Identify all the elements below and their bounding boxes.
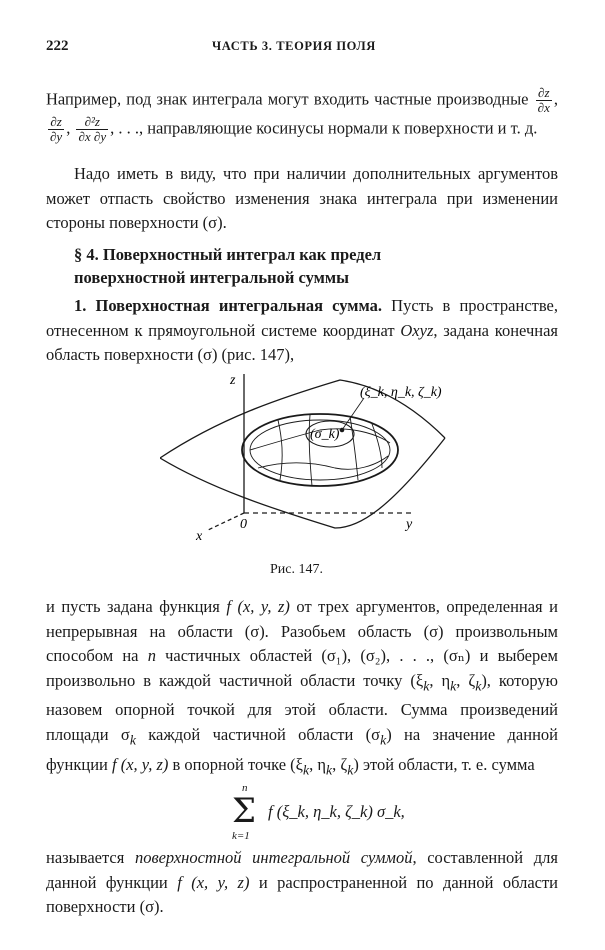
label-z: z [230, 373, 236, 388]
paragraph-function-definition: и пусть задана функция f (x, y, z) от трех аргументов, определенная и непрерывная на области (σ). Разобьем область (σ) произвольным способом на n частичных областей (σ₁), (σ₂), . . ., (σₙ) и выберем произвольно в каждой частичной области точку ($\xi_k$, $\eta_k$, $\zeta_k$), которую назовем опорной точкой для этой области. Сумма произведений площади $\sigma_k$ каждой частичной области $(\sigma_k)$ на значение данной функции f (x, y, z) в опорной точке ($\xi_k$, $\eta_k$, $\zeta_k$) этой области, т. е. сумма [46, 597, 558, 777]
sigma-symbol: Σ [232, 791, 257, 831]
x-axis [208, 513, 244, 530]
paragraph-surface-sum-intro: 1. Поверхностная интегральная сумма. Пусть в пространстве, отнесенном к прямоугольной системе координат Oxyz, задана конечная область поверхности (σ) (рис. 147), [46, 296, 558, 364]
figure-147 [160, 368, 460, 558]
page-number: 222 [46, 38, 69, 54]
sum-upper-limit: n [242, 782, 248, 794]
fraction-d2z-dxdy: $\frac{\text{∂²z}}{\partial x \partial y}$ [78, 114, 107, 144]
fraction-dz-dy: $\frac{\partial z}{\partial y}$ [50, 114, 63, 144]
fraction-dz-dx: $\frac{\partial z}{\partial x}$ [537, 85, 550, 115]
figure-caption: Рис. 147. [270, 562, 323, 577]
support-point [340, 428, 345, 433]
integral-sum-formula [228, 782, 428, 846]
label-support-point: (ξ_k, η_k, ζ_k) [360, 385, 442, 400]
region-sigma [242, 414, 398, 486]
section-heading: § 4. Поверхностный интеграл как предел поверхностной интегральной суммы [74, 245, 382, 287]
paragraph-partial-derivatives: Например, под знак интеграла могут входить частные производные $\frac{\partial z}{\partial x}$ , $\frac{\partial z}{\partial y}$ , $\frac{\text{∂²z}}{\partial x \partial y}$ , . . ., направляющие косинусы нормали к поверхности и т. д. [46, 85, 558, 144]
surface-diagram [160, 368, 460, 558]
label-origin: 0 [240, 517, 247, 532]
defined-term: поверхностной интегральной суммой [134, 848, 413, 867]
sum-lower-limit: k=1 [232, 830, 250, 842]
label-sigma-k: (σ_k) [310, 427, 340, 442]
running-title: ЧАСТЬ 3. ТЕОРИЯ ПОЛЯ [212, 39, 376, 53]
label-y: y [406, 517, 413, 532]
paragraph-definition: называется поверхностной интегральной суммой, составленной для данной функции f (x, y, z) и распространенной по данной области поверхности (σ). [46, 848, 559, 916]
surface-side-edge [160, 438, 445, 528]
label-x: x [196, 529, 203, 544]
subheading: 1. Поверхностная интегральная сумма. [74, 296, 383, 315]
page-header [46, 38, 558, 58]
paragraph-additional-arguments: Надо иметь в виду, что при наличии дополнительных аргументов может отпасть свойство изменения знака интеграла при изменении стороны поверхности (σ). [46, 164, 558, 232]
summand: f (ξ_k, η_k, ζ_k) σ_k, [268, 802, 405, 821]
